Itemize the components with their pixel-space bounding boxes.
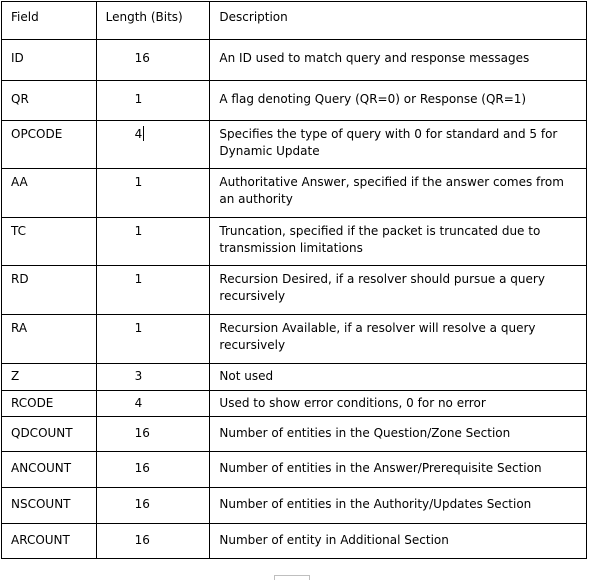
field-name: ANCOUNT [11,461,72,475]
length-value: 3 [134,369,143,383]
length-cell[interactable] [96,169,210,218]
length-cell[interactable] [96,364,210,391]
table-row [2,169,587,218]
field-cell[interactable] [2,391,97,417]
header-length-label: Length (Bits) [105,10,183,24]
description-text: Recursion Desired, if a resolver should pursue a query recursively [219,272,545,303]
field-name: QR [11,92,29,106]
length-cell-active[interactable] [96,121,210,169]
length-cell[interactable] [96,266,210,315]
table-row [2,266,587,315]
length-cell[interactable] [96,417,210,452]
length-value: 4 [134,127,143,141]
header-field-label: Field [11,10,39,24]
length-cell[interactable] [96,40,210,81]
length-value: 1 [134,175,143,189]
length-value: 1 [134,272,143,286]
table-row [2,121,587,169]
field-name: QDCOUNT [11,426,73,440]
text-cursor [143,126,144,141]
description-text: An ID used to match query and response messages [219,51,530,65]
field-name: ID [11,51,24,65]
length-value: 16 [134,497,150,511]
field-cell[interactable] [2,40,97,81]
description-cell[interactable] [210,417,587,452]
description-cell[interactable] [210,488,587,524]
field-cell[interactable] [2,315,97,364]
table-row [2,40,587,81]
length-cell[interactable] [96,315,210,364]
description-cell[interactable] [210,452,587,488]
description-text: Authoritative Answer, specified if the answer comes from an authority [219,175,564,206]
header-cell-length [96,2,210,40]
table-row [2,364,587,391]
field-name: RA [11,321,28,335]
length-value: 1 [134,92,143,106]
description-text: Specifies the type of query with 0 for standard and 5 for Dynamic Update [219,127,558,158]
description-cell[interactable] [210,524,587,559]
description-text: Not used [219,369,274,383]
description-text: A flag denoting Query (QR=0) or Response (QR=1) [219,92,527,106]
length-value: 1 [134,321,143,335]
field-cell[interactable] [2,81,97,121]
table-row [2,488,587,524]
description-cell[interactable] [210,391,587,417]
header-cell-field [2,2,97,40]
table-row [2,391,587,417]
table-row [2,452,587,488]
length-value: 16 [134,533,150,547]
table-resize-handle[interactable] [274,575,310,580]
description-cell[interactable] [210,315,587,364]
description-cell[interactable] [210,169,587,218]
length-value: 16 [134,426,150,440]
length-value: 1 [134,224,143,238]
header-row [2,2,587,40]
field-name: RD [11,272,29,286]
description-text: Number of entity in Additional Section [219,533,449,547]
field-name: AA [11,175,28,189]
description-text: Truncation, specified if the packet is truncated due to transmission limitations [219,224,541,255]
field-name: ARCOUNT [11,533,70,547]
length-value: 4 [134,396,143,410]
description-text: Recursion Available, if a resolver will resolve a query recursively [219,321,536,352]
field-cell[interactable] [2,364,97,391]
table-row [2,218,587,266]
description-cell[interactable] [210,266,587,315]
table-row [2,524,587,559]
field-cell[interactable] [2,452,97,488]
description-text: Number of entities in the Question/Zone Section [219,426,511,440]
length-cell[interactable] [96,524,210,559]
field-cell[interactable] [2,266,97,315]
length-cell[interactable] [96,391,210,417]
length-value-with-cursor [97,121,210,143]
field-cell[interactable] [2,121,97,169]
length-cell[interactable] [96,81,210,121]
field-name: Z [11,369,20,383]
description-text: Number of entities in the Answer/Prerequisite Section [219,461,542,475]
description-cell[interactable] [210,218,587,266]
field-name: NSCOUNT [11,497,71,511]
field-name: RCODE [11,396,54,410]
header-description-label: Description [219,10,288,24]
description-cell[interactable] [210,121,587,169]
field-cell[interactable] [2,218,97,266]
dns-header-fields-table [1,1,587,559]
length-value: 16 [134,51,150,65]
field-cell[interactable] [2,524,97,559]
length-cell[interactable] [96,218,210,266]
length-cell[interactable] [96,488,210,524]
length-cell[interactable] [96,452,210,488]
description-cell[interactable] [210,40,587,81]
description-text: Number of entities in the Authority/Updates Section [219,497,532,511]
description-cell[interactable] [210,364,587,391]
field-name: OPCODE [11,127,63,141]
description-cell[interactable] [210,81,587,121]
field-cell[interactable] [2,169,97,218]
table-row [2,81,587,121]
field-name: TC [11,224,27,238]
description-text: Used to show error conditions, 0 for no error [219,396,486,410]
field-cell[interactable] [2,417,97,452]
header-cell-description [210,2,587,40]
table-row [2,315,587,364]
field-cell[interactable] [2,488,97,524]
table-row [2,417,587,452]
length-value: 16 [134,461,150,475]
